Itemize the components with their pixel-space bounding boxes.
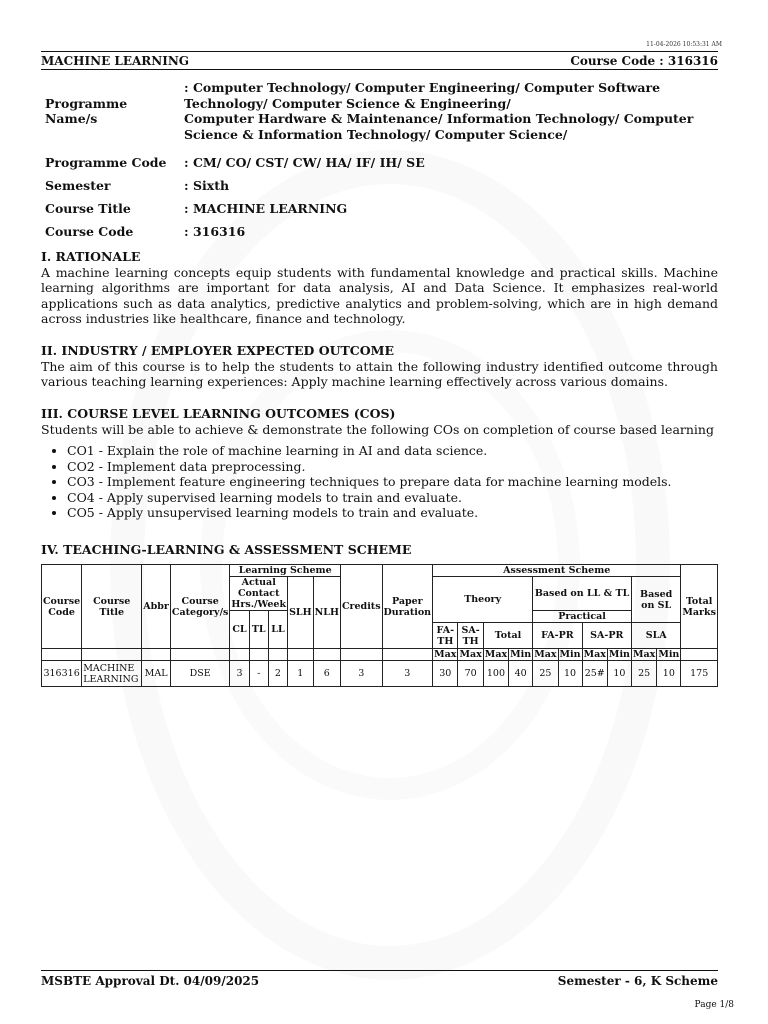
cell-ll: 2	[268, 661, 287, 687]
meta-key: Semester	[45, 177, 111, 193]
cell-sa-pr-max: 25#	[582, 661, 607, 687]
header-abbr: Abbr	[142, 565, 171, 649]
max-min-label: Min	[608, 649, 630, 660]
header-course-name: MACHINE LEARNING	[41, 53, 190, 68]
cell-total-min: 40	[509, 661, 533, 687]
list-item: • CO3 - Implement feature engineering techniques to prepare data for machine learning models.	[67, 474, 718, 490]
max-min-label: Max	[459, 649, 482, 660]
list-item: • CO1 - Explain the role of machine learning in AI and data science.	[67, 443, 718, 459]
cell-tl: -	[249, 661, 268, 687]
header-total-marks: Total Marks	[681, 565, 718, 649]
header-credits: Credits	[340, 565, 382, 649]
header-fa-th: FA-TH	[433, 623, 458, 649]
co-list	[41, 443, 718, 521]
meta-key: Programme Name/s	[45, 95, 128, 126]
page-footer	[41, 970, 718, 988]
section-body: Students will be able to achieve & demonstrate the following COs on completion of course based learning	[41, 421, 714, 437]
section-heading: III. COURSE LEVEL LEARNING OUTCOMES (COS)	[41, 406, 396, 421]
meta-value: : Sixth	[184, 177, 230, 193]
list-item: • CO4 - Apply supervised learning models to train and evaluate.	[67, 490, 718, 506]
meta-key: Programme Code	[45, 154, 167, 170]
print-timestamp: 11-04-2026 10:53:31 AM	[646, 41, 722, 48]
section-rationale	[41, 249, 718, 327]
header-sa-pr: SA-PR	[582, 623, 631, 649]
cell-fa-pr-max: 25	[533, 661, 558, 687]
cell-sla-max: 25	[631, 661, 656, 687]
max-min-label: Min	[510, 649, 532, 660]
header-based-sl: Based on SL	[631, 577, 680, 623]
section-heading: I. RATIONALE	[41, 249, 141, 264]
course-meta-table	[41, 71, 718, 243]
max-min-label: Max	[583, 649, 606, 660]
header-tl: TL	[249, 611, 268, 649]
cell-course-code: 316316	[42, 661, 82, 687]
header-slh: SLH	[288, 577, 314, 649]
table-row	[42, 661, 718, 687]
cell-credits: 3	[340, 661, 382, 687]
footer-approval: MSBTE Approval Dt. 04/09/2025	[41, 974, 260, 988]
section-scheme	[41, 542, 718, 558]
page-header	[41, 51, 718, 70]
list-item: • CO2 - Implement data preprocessing.	[67, 459, 718, 475]
header-theory: Theory	[433, 577, 533, 623]
cell-fa-th: 30	[433, 661, 458, 687]
header-total: Total	[483, 623, 532, 649]
meta-value: : Computer Technology/ Computer Engineering/ Computer Software Technology/ Computer Science & Engineering/ Computer Hardware & Maintenance/ Information Technology/ Computer Science & Information Technology/ Computer Science/	[184, 80, 694, 142]
max-min-label: Max	[434, 649, 457, 660]
cell-total-max: 100	[483, 661, 508, 687]
max-min-row	[42, 649, 718, 661]
footer-semester: Semester - 6, K Scheme	[557, 974, 718, 988]
max-min-label: Max	[632, 649, 656, 660]
cell-fa-pr-min: 10	[558, 661, 582, 687]
header-contact-hours: Actual Contact Hrs./Week	[231, 577, 287, 610]
meta-value: : 316316	[184, 223, 246, 239]
cell-abbr: MAL	[142, 661, 171, 687]
header-sa-th: SA-TH	[458, 623, 483, 649]
meta-key: Course Title	[45, 200, 131, 216]
cell-slh: 1	[288, 661, 314, 687]
cell-nlh: 6	[313, 661, 340, 687]
meta-value: : CM/ CO/ CST/ CW/ HA/ IF/ IH/ SE	[184, 154, 425, 170]
cell-cl: 3	[230, 661, 249, 687]
max-min-label: Min	[658, 649, 680, 660]
max-min-label: Max	[534, 649, 557, 660]
scheme-table	[41, 564, 718, 687]
header-nlh: NLH	[313, 577, 340, 649]
section-body: A machine learning concepts equip students with fundamental knowledge and practical skills. Machine learning algorithms are important for data analysis, AI and Data Science. It emphasizes real-world applications such as data analytics, predictive analytics and problem-solving, which are in high demand across industries like healthcare, finance and technology.	[41, 264, 718, 326]
header-practical: Practical	[533, 611, 632, 623]
header-sla: SLA	[631, 623, 680, 649]
header-assessment-scheme: Assessment Scheme	[433, 565, 681, 577]
header-cl: CL	[230, 611, 249, 649]
header-course-title: Course Title	[82, 565, 142, 649]
header-paper-duration: Paper Duration	[382, 565, 433, 649]
header-fa-pr: FA-PR	[533, 623, 582, 649]
meta-value: : MACHINE LEARNING	[184, 200, 348, 216]
section-industry-outcome	[41, 343, 718, 390]
header-course-code: Course Code	[42, 565, 82, 649]
page-number: Page 1/8	[694, 1000, 734, 1010]
header-based-ll-tl: Based on LL & TL	[533, 577, 632, 611]
header-course-code: Course Code : 316316	[570, 53, 718, 68]
cell-total-marks: 175	[681, 661, 718, 687]
section-body: The aim of this course is to help the students to attain the following industry identified outcome through various teaching learning experiences: Apply machine learning effectively across various domains.	[41, 358, 718, 389]
meta-key: Course Code	[45, 223, 134, 239]
max-min-label: Min	[559, 649, 581, 660]
cell-sla-min: 10	[657, 661, 681, 687]
header-ll: LL	[268, 611, 287, 649]
cell-paper-duration: 3	[382, 661, 433, 687]
section-heading: IV. TEACHING-LEARNING & ASSESSMENT SCHEME	[41, 542, 412, 557]
cell-sa-th: 70	[458, 661, 483, 687]
max-min-label: Max	[484, 649, 508, 660]
header-learning-scheme: Learning Scheme	[230, 565, 341, 577]
section-heading: II. INDUSTRY / EMPLOYER EXPECTED OUTCOME	[41, 343, 394, 358]
cell-course-title: MACHINE LEARNING	[82, 661, 142, 687]
cell-category: DSE	[170, 661, 229, 687]
list-item: • CO5 - Apply unsupervised learning models to train and evaluate.	[67, 505, 718, 521]
header-category: Course Category/s	[170, 565, 229, 649]
section-course-outcomes	[41, 406, 718, 521]
cell-sa-pr-min: 10	[607, 661, 631, 687]
